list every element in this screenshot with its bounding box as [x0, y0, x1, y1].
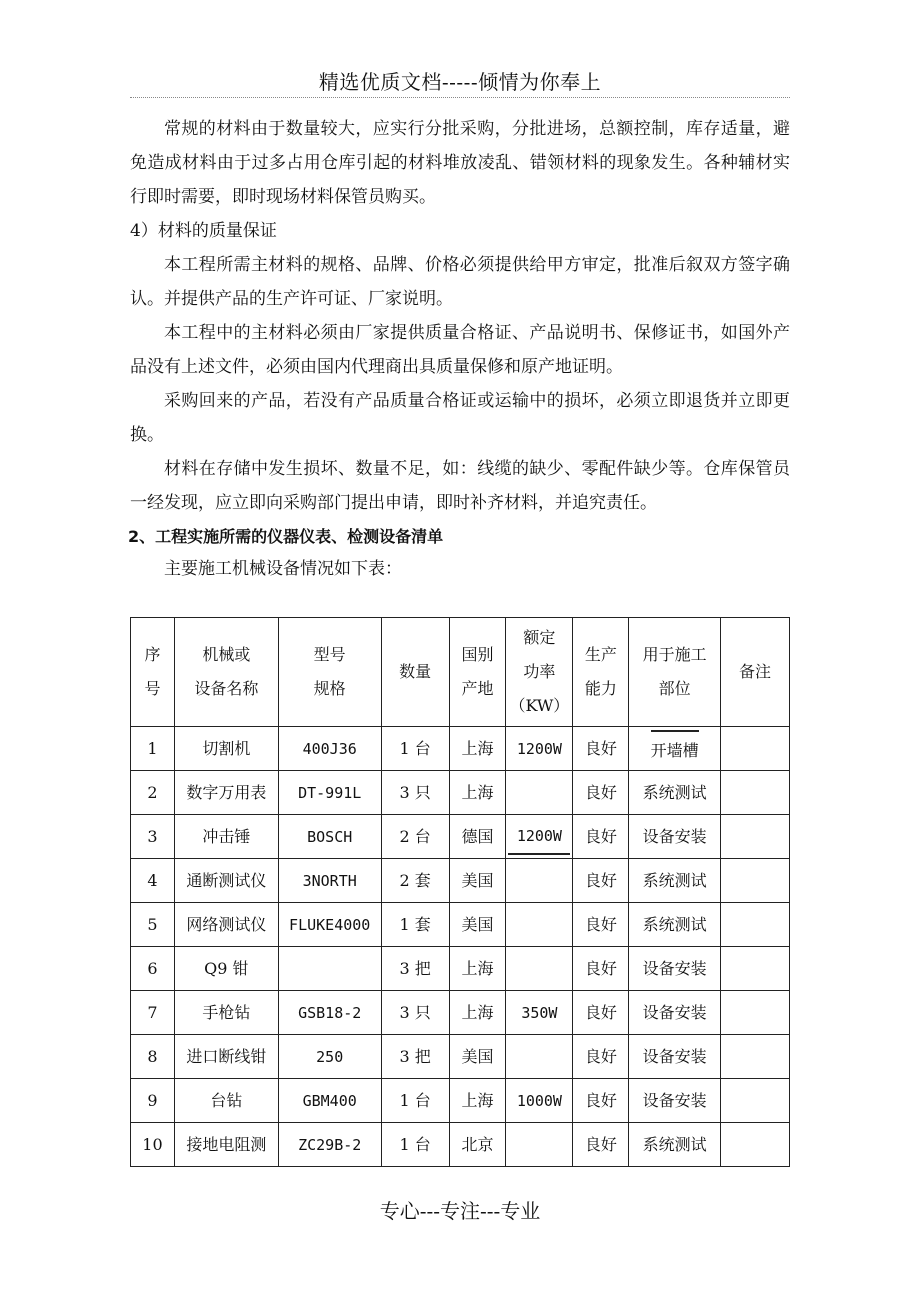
- cell-origin: 上海: [449, 947, 506, 991]
- paragraph-bulk-materials: 常规的材料由于数量较大，应实行分批采购，分批进场，总额控制，库存适量，避免造成材料由于过多占用仓库引起的材料堆放凌乱、错领材料的现象发生。各种辅材实行即时需要，即时现场材料保管员购买。: [130, 119, 790, 207]
- cell-no: 3: [131, 815, 175, 859]
- cell-origin: 德国: [449, 815, 506, 859]
- cell-qty: 1 台: [381, 1079, 449, 1123]
- cell-capacity: 良好: [573, 815, 629, 859]
- cell-use: 设备安装: [629, 947, 721, 991]
- header-divider: [130, 97, 790, 98]
- cell-remark: [721, 771, 790, 815]
- table-row: [131, 947, 790, 991]
- table-row: [131, 1079, 790, 1123]
- table-row: [131, 903, 790, 947]
- cell-remark: [721, 859, 790, 903]
- cell-model: ZC29B-2: [278, 1123, 381, 1167]
- cell-capacity: 良好: [573, 1079, 629, 1123]
- table-header-row: [131, 618, 790, 727]
- cell-no: 7: [131, 991, 175, 1035]
- cell-use: 系统测试: [629, 859, 721, 903]
- cell-power: [506, 815, 573, 859]
- header-rated-power: 额定 功率 （KW）: [506, 618, 573, 727]
- table-row: [131, 815, 790, 859]
- table-row: [131, 991, 790, 1035]
- cell-remark: [721, 727, 790, 771]
- cell-no: 6: [131, 947, 175, 991]
- table-row: [131, 771, 790, 815]
- cell-qty: 2 套: [381, 859, 449, 903]
- cell-power: [506, 947, 573, 991]
- cell-capacity: 良好: [573, 903, 629, 947]
- cell-no: 8: [131, 1035, 175, 1079]
- cell-name: 冲击锤: [174, 815, 278, 859]
- header-model: 型号 规格: [278, 618, 381, 727]
- cell-qty: 1 台: [381, 727, 449, 771]
- cell-remark: [721, 815, 790, 859]
- table-intro-text: 主要施工机械设备情况如下表：: [164, 559, 402, 579]
- cell-no: 10: [131, 1123, 175, 1167]
- cell-power: [506, 1035, 573, 1079]
- table-row: [131, 1123, 790, 1167]
- subheading-material-quality: 4）材料的质量保证: [130, 221, 277, 241]
- cell-remark: [721, 947, 790, 991]
- cell-use: 设备安装: [629, 1079, 721, 1123]
- cell-capacity: 良好: [573, 1035, 629, 1079]
- cell-origin: 上海: [449, 1079, 506, 1123]
- cell-power: [506, 1123, 573, 1167]
- cell-capacity: 良好: [573, 991, 629, 1035]
- cell-power: [506, 903, 573, 947]
- cell-power: [506, 859, 573, 903]
- cell-use: 设备安装: [629, 1035, 721, 1079]
- page-footer-text: 专心---专注---专业: [379, 1199, 541, 1223]
- header-equipment-name: 机械或 设备名称: [174, 618, 278, 727]
- cell-model: FLUKE4000: [278, 903, 381, 947]
- paragraph-main-material-approval: 本工程所需主材料的规格、品牌、价格必须提供给甲方审定，批准后叙双方签字确认。并提供产品的生产许可证、厂家说明。: [130, 255, 790, 309]
- cell-capacity: 良好: [573, 727, 629, 771]
- cell-use: 设备安装: [629, 991, 721, 1035]
- cell-use: 系统测试: [629, 771, 721, 815]
- cell-model: GBM400: [278, 1079, 381, 1123]
- cell-qty: 3 只: [381, 771, 449, 815]
- cell-power: [506, 771, 573, 815]
- cell-qty: 1 台: [381, 1123, 449, 1167]
- cell-model: GSB18-2: [278, 991, 381, 1035]
- cell-qty: 2 台: [381, 815, 449, 859]
- header-quantity: 数量: [381, 618, 449, 727]
- header-remarks: 备注: [721, 618, 790, 727]
- cell-remark: [721, 1079, 790, 1123]
- cell-capacity: 良好: [573, 771, 629, 815]
- cell-use: 系统测试: [629, 1123, 721, 1167]
- cell-remark: [721, 1035, 790, 1079]
- paragraph-returns: 采购回来的产品，若没有产品质量合格证或运输中的损坏，必须立即退货并立即更换。: [130, 391, 790, 445]
- cell-power: 350W: [506, 991, 573, 1035]
- page-header-title: 精选优质文档-----倾情为你奉上: [318, 70, 602, 94]
- cell-origin: 北京: [449, 1123, 506, 1167]
- cell-remark: [721, 991, 790, 1035]
- cell-use-text: 开墙槽: [651, 730, 699, 768]
- cell-qty: 3 把: [381, 947, 449, 991]
- cell-name: 数字万用表: [174, 771, 278, 815]
- cell-remark: [721, 1123, 790, 1167]
- cell-model: 250: [278, 1035, 381, 1079]
- header-no: 序 号: [131, 618, 175, 727]
- header-usage-area: 用于施工 部位: [629, 618, 721, 727]
- cell-name: 通断测试仪: [174, 859, 278, 903]
- header-capacity: 生产 能力: [573, 618, 629, 727]
- document-body: [130, 112, 790, 584]
- paragraph-certificates: 本工程中的主材料必须由厂家提供质量合格证、产品说明书、保修证书，如国外产品没有上述文件，必须由国内代理商出具质量保修和原产地证明。: [130, 323, 790, 377]
- cell-power: 1200W: [506, 727, 573, 771]
- cell-use: 系统测试: [629, 903, 721, 947]
- cell-model: BOSCH: [278, 815, 381, 859]
- cell-capacity: 良好: [573, 1123, 629, 1167]
- cell-use: 设备安装: [629, 815, 721, 859]
- cell-name: 接地电阻测: [174, 1123, 278, 1167]
- paragraph-storage-damage: 材料在存储中发生损坏、数量不足，如：线缆的缺少、零配件缺少等。仓库保管员一经发现，应立即向采购部门提出申请，即时补齐材料，并追究责任。: [130, 459, 790, 513]
- cell-power: 1000W: [506, 1079, 573, 1123]
- cell-qty: 3 把: [381, 1035, 449, 1079]
- cell-model: 400J36: [278, 727, 381, 771]
- cell-name: Q9 钳: [174, 947, 278, 991]
- cell-origin: 美国: [449, 859, 506, 903]
- cell-origin: 上海: [449, 991, 506, 1035]
- cell-power-text: 1200W: [508, 819, 570, 855]
- cell-qty: 3 只: [381, 991, 449, 1035]
- cell-no: 1: [131, 727, 175, 771]
- cell-origin: 美国: [449, 903, 506, 947]
- section-heading-equipment-list: 2、工程实施所需的仪器仪表、检测设备清单: [128, 527, 444, 546]
- cell-name: 手枪钻: [174, 991, 278, 1035]
- header-origin: 国别 产地: [449, 618, 506, 727]
- cell-remark: [721, 903, 790, 947]
- cell-no: 4: [131, 859, 175, 903]
- cell-model: [278, 947, 381, 991]
- cell-no: 5: [131, 903, 175, 947]
- cell-model: DT-991L: [278, 771, 381, 815]
- table-row: [131, 859, 790, 903]
- cell-no: 9: [131, 1079, 175, 1123]
- cell-name: 切割机: [174, 727, 278, 771]
- cell-no: 2: [131, 771, 175, 815]
- cell-capacity: 良好: [573, 859, 629, 903]
- table-row: [131, 727, 790, 771]
- cell-origin: 上海: [449, 771, 506, 815]
- cell-capacity: 良好: [573, 947, 629, 991]
- table-row: [131, 1035, 790, 1079]
- cell-origin: 上海: [449, 727, 506, 771]
- cell-name: 台钻: [174, 1079, 278, 1123]
- cell-name: 网络测试仪: [174, 903, 278, 947]
- cell-name: 进口断线钳: [174, 1035, 278, 1079]
- cell-use: [629, 727, 721, 771]
- equipment-table: [130, 617, 790, 1167]
- cell-model: 3NORTH: [278, 859, 381, 903]
- cell-qty: 1 套: [381, 903, 449, 947]
- cell-origin: 美国: [449, 1035, 506, 1079]
